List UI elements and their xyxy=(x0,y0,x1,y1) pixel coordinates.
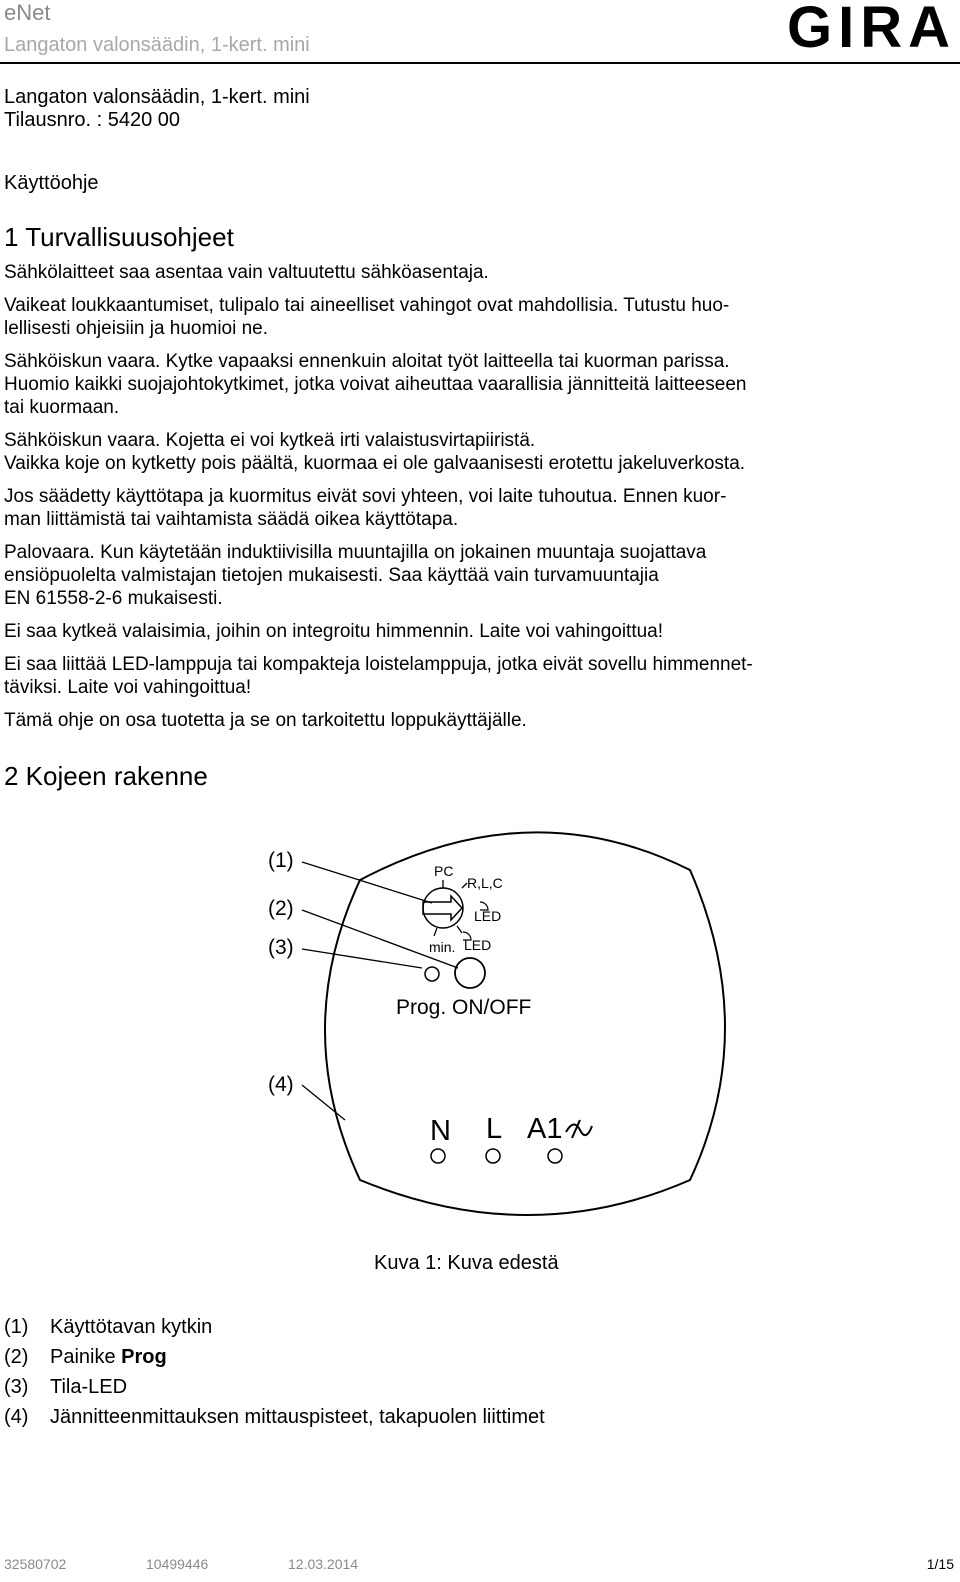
safety-text: tai kuormaan. xyxy=(4,397,120,418)
footer-code-2: 10499446 xyxy=(146,1556,209,1572)
legend-text: Tila-LED xyxy=(50,1376,128,1398)
mode-switch xyxy=(423,888,463,928)
label-prog: Prog. ON/OFF xyxy=(396,996,532,1019)
footer-code-1: 32580702 xyxy=(4,1556,67,1572)
safety-text: Huomio kaikki suojajohtokytkimet, jotka voivat aiheuttaa vaarallisia jännitteitä laitteeseen xyxy=(4,374,747,395)
safety-text: Sähköiskun vaara. Kojetta ei voi kytkeä irti valaistusvirtapiiristä. xyxy=(4,430,536,451)
legend-text: Jännitteenmittauksen mittauspisteet, takapuolen liittimet xyxy=(50,1406,545,1428)
safety-text: Sähkölaitteet saa asentaa vain valtuutettu sähköasentaja. xyxy=(4,262,489,283)
leader-line-4 xyxy=(302,1085,345,1120)
section-heading-structure: 2 Kojeen rakenne xyxy=(4,761,208,791)
leader-line-1 xyxy=(302,862,432,903)
tick-led xyxy=(457,926,462,933)
callout-4: (4) xyxy=(268,1073,294,1096)
label-pc: PC xyxy=(434,863,454,879)
terminal-a1-label: A1 xyxy=(527,1113,563,1145)
status-led xyxy=(425,967,439,981)
legend-number: (3) xyxy=(4,1376,29,1398)
safety-text: man liittämistä tai vaihtamista säädä oikea käyttötapa. xyxy=(4,509,459,530)
legend-text: Käyttötavan kytkin xyxy=(50,1316,213,1338)
leader-line-3 xyxy=(302,949,422,968)
device-outline xyxy=(325,832,725,1215)
section-heading-safety: 1 Turvallisuusohjeet xyxy=(4,222,234,252)
label-rlc: R,L,C xyxy=(467,875,503,891)
dimmer-symbol-icon xyxy=(566,1120,592,1138)
legend-item xyxy=(4,1312,545,1342)
legend-number: (1) xyxy=(4,1316,29,1338)
document-title: Langaton valonsäädin, 1-kert. mini xyxy=(4,86,310,108)
legend-item xyxy=(4,1402,545,1432)
legend-bold-text: Prog xyxy=(121,1346,167,1368)
terminal-a1 xyxy=(548,1149,562,1163)
safety-text: Palovaara. Kun käytetään induktiivisilla muuntajilla on jokainen muuntaja suojattava xyxy=(4,542,707,563)
safety-text: Vaikka koje on kytketty pois päältä, kuormaa ei ole galvaanisesti erotettu jakeluverkosta. xyxy=(4,453,746,474)
header-divider xyxy=(0,62,960,64)
switch-arrow-icon xyxy=(423,896,462,920)
header-brand: eNet xyxy=(4,0,51,25)
legend-item xyxy=(4,1342,545,1372)
figure-caption: Kuva 1: Kuva edestä xyxy=(374,1252,559,1274)
legend-text: Painike xyxy=(50,1346,122,1368)
label-led-2: LED xyxy=(464,937,492,953)
terminal-l-label: L xyxy=(486,1113,503,1145)
terminal-l xyxy=(486,1149,500,1163)
callout-2: (2) xyxy=(268,897,294,920)
legend-number: (4) xyxy=(4,1406,29,1428)
safety-text: ensiöpuolelta valmistajan tietojen mukaisesti. Saa käyttää vain turvamuuntajia xyxy=(4,565,659,586)
device-diagram xyxy=(0,820,960,1240)
legend-list xyxy=(4,1312,545,1432)
safety-text: Jos säädetty käyttötapa ja kuormitus eivät sovi yhteen, voi laite tuhoutua. Ennen kuor- xyxy=(4,486,727,507)
safety-text: Sähköiskun vaara. Kytke vapaaksi ennenkuin aloitat työt laitteella tai kuorman parissa. xyxy=(4,351,730,372)
terminal-n xyxy=(431,1149,445,1163)
footer-date: 12.03.2014 xyxy=(288,1556,359,1572)
legend-item xyxy=(4,1372,545,1402)
safety-text: Ei saa liittää LED-lamppuja tai kompakteja loistelamppuja, jotka eivät sovellu himmennet- xyxy=(4,654,753,675)
callout-3: (3) xyxy=(268,936,294,959)
callout-1: (1) xyxy=(268,849,294,872)
safety-text: Tämä ohje on osa tuotetta ja se on tarkoitettu loppukäyttäjälle. xyxy=(4,710,527,731)
footer-page-number: 1/15 xyxy=(926,1556,954,1572)
safety-text: Ei saa kytkeä valaisimia, joihin on integroitu himmennin. Laite voi vahingoittua! xyxy=(4,621,664,642)
header-product: Langaton valonsäädin, 1-kert. mini xyxy=(4,34,310,56)
tick-min xyxy=(434,928,437,936)
gira-logo: GIRA xyxy=(787,0,956,60)
label-led-1: LED xyxy=(474,908,502,924)
legend-number: (2) xyxy=(4,1346,29,1368)
safety-text: EN 61558-2-6 mukaisesti. xyxy=(4,588,223,609)
terminal-n-label: N xyxy=(430,1115,451,1147)
manual-label: Käyttöohje xyxy=(4,172,99,194)
safety-text: lellisesti ohjeisiin ja huomioi ne. xyxy=(4,318,269,339)
safety-text: täviksi. Laite voi vahingoittua! xyxy=(4,677,252,698)
prog-button xyxy=(455,958,485,988)
label-min: min. xyxy=(429,939,456,955)
safety-text: Vaikeat loukkaantumiset, tulipalo tai aineelliset vahingot ovat mahdollisia. Tutustu huo- xyxy=(4,295,730,316)
order-number: Tilausnro. : 5420 00 xyxy=(4,109,181,131)
